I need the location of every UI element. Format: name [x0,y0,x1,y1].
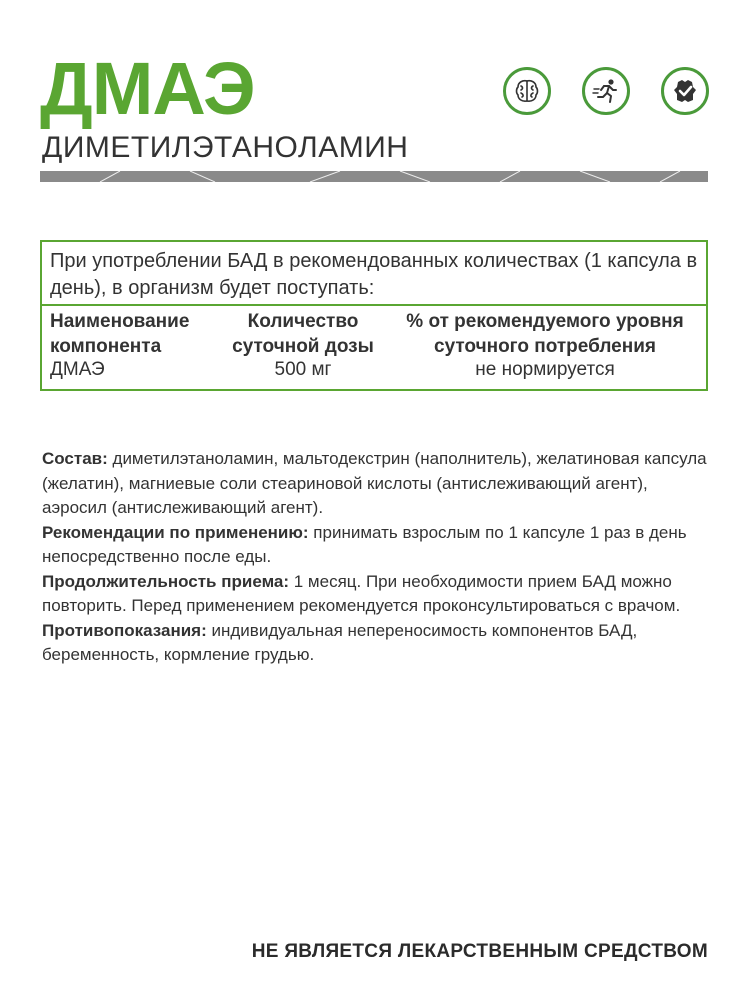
table-cell-amount: 500 мг [274,359,332,380]
disclaimer: НЕ ЯВЛЯЕТСЯ ЛЕКАРСТВЕННЫМ СРЕДСТВОМ [251,941,708,962]
leather-icon [661,67,709,115]
usage-label: Рекомендации по применению: [42,522,309,542]
usage-value: принимать взрослым по 1 капсуле 1 раз в день непосредственно после еды. [42,522,687,566]
runner-icon [582,67,630,115]
table-divider [42,304,706,306]
table-intro: При употреблении БАД в рекомендованных количествах (1 капсула в день), в организм будет поступать: [50,250,698,299]
contraindications-value: индивидуальная непереносимость компонентов БАД, беременность, кормление грудью. [42,620,638,664]
decorative-stripe [40,171,708,182]
product-subtitle: ДИМЕТИЛЭТАНОЛАМИН [42,131,409,164]
duration-value: 1 месяц. При необходимости прием БАД можно повторить. Перед применением рекомендуется проконсультироваться с врачом. [42,571,681,615]
table-cell-percent: не нормируется [475,359,615,380]
table-cell-component: ДМАЭ [50,359,105,380]
table-header-component: Наименование компонента [50,311,190,357]
table-header-percent: % от рекомендуемого уровня суточного потребления [406,311,684,357]
nutrition-table [40,240,708,391]
table-header-amount: Количество суточной дозы [232,311,374,357]
composition-value: диметилэтаноламин, мальтодекстрин (наполнитель), желатиновая капсула (желатин), магниевые соли стеариновой кислоты (антислеживающий агент), аэросил (антислеживающий агент). [42,449,707,517]
duration-label: Продолжительность приема: [42,571,290,591]
composition-label: Состав: [42,449,108,468]
composition-text [42,447,712,668]
feature-icons [503,67,711,121]
brain-icon [503,67,551,115]
contraindications-label: Противопоказания: [42,620,207,640]
product-title: ДМАЭ [40,47,255,130]
